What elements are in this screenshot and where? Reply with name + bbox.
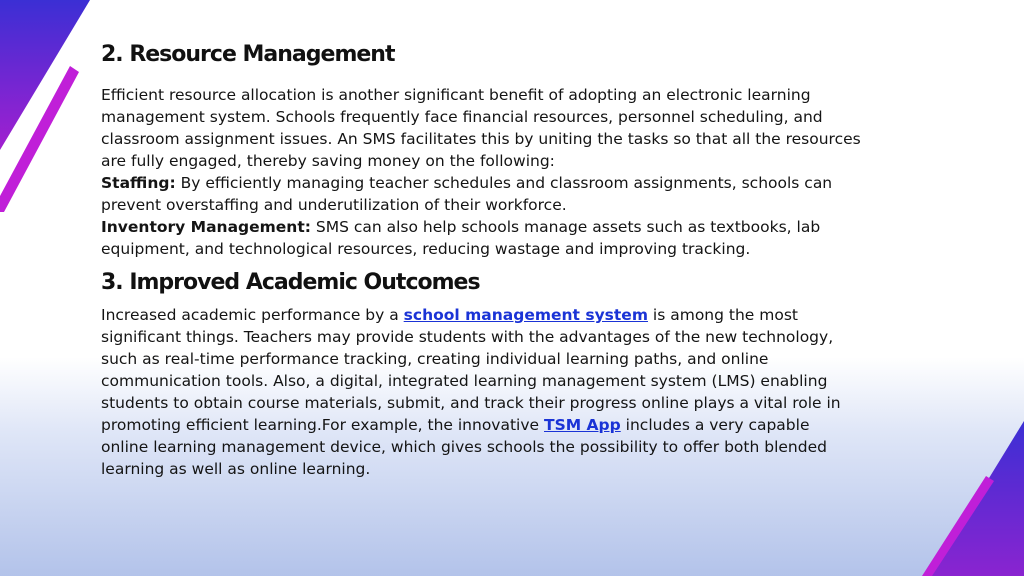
section-2-intro: Efficient resource allocation is another significant benefit of adopting an electronic learning management system. Schools frequently face financial resources, personnel scheduling, and classroom assignment issues. An SMS facilitates this by uniting the tasks so that all the resources are fully engaged, thereby saving money on the following: xyxy=(101,86,861,170)
section-3-text-3: includes a very capable online learning management device, which gives schools the possibility to offer both blended learning as well as online learning. xyxy=(101,416,827,478)
tsm-app-link[interactable]: TSM App xyxy=(544,416,621,434)
school-management-system-link[interactable]: school management system xyxy=(403,306,648,324)
bottom-right-decoration xyxy=(914,416,1024,576)
inventory-text: SMS can also help schools manage assets such as textbooks, lab equipment, and technological resources, reducing wastage and improving tracking. xyxy=(101,218,821,258)
inventory-paragraph xyxy=(101,216,861,260)
section-3-paragraph xyxy=(101,304,861,480)
staffing-text: By efficiently managing teacher schedules and classroom assignments, schools can prevent overstaffing and underutilization of their workforce. xyxy=(101,174,833,214)
section-2-heading: 2. Resource Management xyxy=(101,42,395,67)
top-left-decoration xyxy=(0,0,100,220)
inventory-term: Inventory Management: xyxy=(101,218,311,236)
section-3-text-1: Increased academic performance by a xyxy=(101,306,404,324)
document-body xyxy=(101,40,861,480)
section-3-text-2: is among the most significant things. Teachers may provide students with the advantages of the new technology, such as real-time performance tracking, creating individual learning paths, and online communication tools. Also, a digital, integrated learning management system (LMS) enabling students to obtain course materials, submit, and track their progress online plays a vital role in promoting efficient learning.For example, the innovative xyxy=(101,306,841,434)
section-3-heading: 3. Improved Academic Outcomes xyxy=(101,270,480,295)
staffing-paragraph xyxy=(101,172,861,216)
staffing-term: Staffing: xyxy=(101,174,176,192)
